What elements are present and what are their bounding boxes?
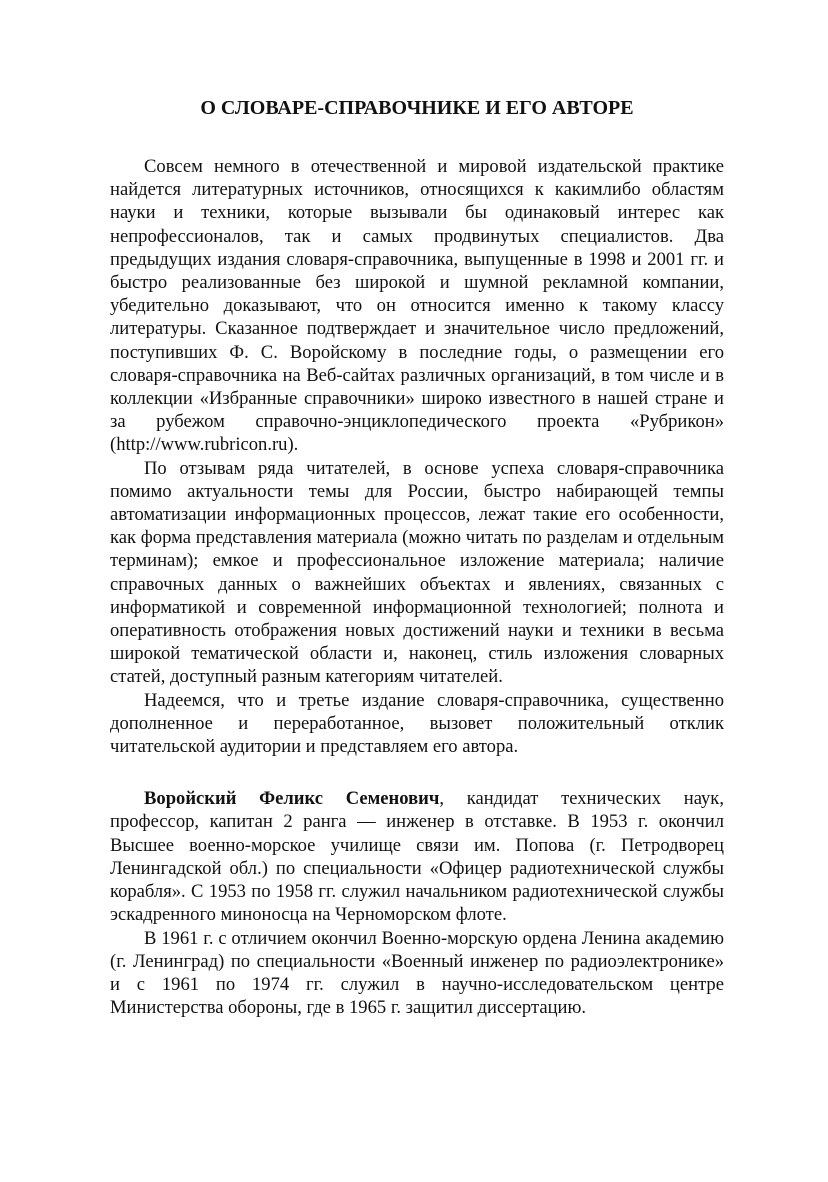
author-name: Воройский Феликс Семенович — [144, 788, 440, 810]
intro-paragraph-1: Совсем немного в отечественной и мировой издательской практике найдется литературных источников, относящихся к какимлибо областям науки и техники, которые вызывали бы одинаковый интерес как непрофессионалов, так и самых продвинутых специалистов. Два предыдущих издания словаря-справочника, выпущенные в 1998 и 2001 гг. и быстро реализованные без широкой и шумной рекламной компании, убедительно доказывают, что он относится именно к такому классу литературы. Сказанное подтверждает и значительное число предложений, поступивших Ф. С. Воройскому в последние годы, о размещении его словаря-справочника на Веб-сайтах различных организаций, в том числе и в коллекции «Избранные справочники» широко известного в нашей стране и за рубежом справочно-энциклопедического проекта «Рубрикон» (http://www.rubricon.ru). — [110, 156, 724, 456]
document-page — [110, 95, 724, 1019]
author-bio-paragraph-2: В 1961 г. с отличием окончил Военно-морскую ордена Ленина академию (г. Ленинград) по специальности «Военный инженер по радиоэлектронике» и с 1961 по 1974 гг. служил в научно-исследовательском центре Министерства обороны, где в 1965 г. защитил диссертацию. — [110, 927, 724, 1019]
author-bio-text: , кандидат технических наук, профессор, капитан 2 ранга — инженер в отставке. В 1953 г. окончил Высшее военно-морское училище связи им. Попова (г. Петродворец Ленингадской обл.) по специальности «Офицер радиотехнической службы корабля». С 1953 по 1958 гг. служил начальником радиотехнической службы эскадренного миноносца на Черноморском флоте. — [110, 788, 724, 926]
intro-paragraph-2: По отзывам ряда читателей, в основе успеха словаря-справочника помимо актуальности темы для России, быстро набирающей темпы автоматизации информационных процессов, лежат такие его особенности, как форма представления материала (можно читать по разделам и отдельным терминам); емкое и профессиональное изложение материала; наличие справочных данных о важнейших объектах и явлениях, связанных с информатикой и современной информационной технологией; полнота и оперативность отображения новых достижений науки и техники в весьма широкой тематической области и, наконец, стиль изложения словарных статей, доступный разным категориям читателей. — [110, 457, 724, 688]
page-title: О СЛОВАРЕ-СПРАВОЧНИКЕ И ЕГО АВТОРЕ — [200, 97, 634, 119]
section-gap — [110, 758, 724, 787]
author-bio-paragraph-1 — [110, 787, 724, 926]
intro-paragraph-3: Надеемся, что и третье издание словаря-справочника, существенно дополненное и переработанное, вызовет положительный отклик читательской аудитории и представляем его автора. — [110, 689, 724, 758]
